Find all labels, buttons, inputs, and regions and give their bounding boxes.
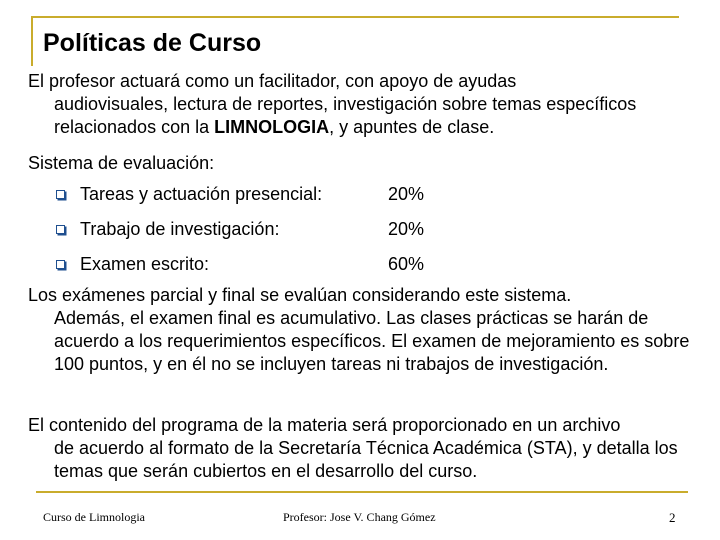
evaluation-list: [54, 183, 474, 288]
content-first-line: El contenido del programa de la materia será proporcionado en un archivo: [28, 415, 621, 435]
page-number: 2: [669, 510, 676, 525]
exams-continuation: Además, el examen final es acumulativo. Las clases prácticas se harán de acuerdo a los requerimientos específicos. El examen de mejoramiento es sobre 100 puntos, y en él no se incluyen tareas ni trabajos de investigación.: [54, 308, 690, 374]
intro-first-line: El profesor actuará como un facilitador, con apoyo de ayudas: [28, 71, 517, 91]
evaluation-item-value: 60%: [388, 254, 425, 274]
slide-title: Políticas de Curso: [43, 29, 262, 57]
content-continuation: de acuerdo al formato de la Secretaría Técnica Académica (STA), y detalla los temas que serán cubiertos en el desarrollo del curso.: [54, 438, 678, 481]
footer-divider: [36, 491, 688, 493]
intro-rest-before: audiovisuales, lectura de reportes, investigación sobre temas específicos relacionados con la: [54, 94, 637, 137]
checkbox-square-icon: [56, 190, 65, 199]
exams-paragraph: [28, 284, 698, 376]
evaluation-item-value: 20%: [388, 219, 425, 239]
content-paragraph: [28, 414, 698, 483]
checkbox-square-icon: [56, 260, 65, 269]
list-item: [54, 218, 474, 253]
intro-rest-after: , y apuntes de clase.: [329, 117, 495, 137]
checkbox-square-icon: [56, 225, 65, 234]
footer-professor: Profesor: Jose V. Chang Gómez: [283, 510, 436, 524]
evaluation-item-value: 20%: [388, 184, 425, 204]
evaluation-item-name: Tareas y actuación presencial:: [80, 184, 323, 204]
list-item: [54, 253, 474, 288]
list-item: [54, 183, 474, 218]
evaluation-item-name: Trabajo de investigación:: [80, 219, 280, 239]
footer-course: Curso de Limnologia: [43, 510, 145, 524]
evaluation-label: Sistema de evaluación:: [28, 153, 215, 173]
intro-continuation: [28, 93, 698, 139]
evaluation-item-name: Examen escrito:: [80, 254, 210, 274]
intro-paragraph: [28, 70, 698, 139]
intro-emphasis: LIMNOLOGIA: [214, 117, 330, 137]
exams-first-line: Los exámenes parcial y final se evalúan considerando este sistema.: [28, 285, 572, 305]
